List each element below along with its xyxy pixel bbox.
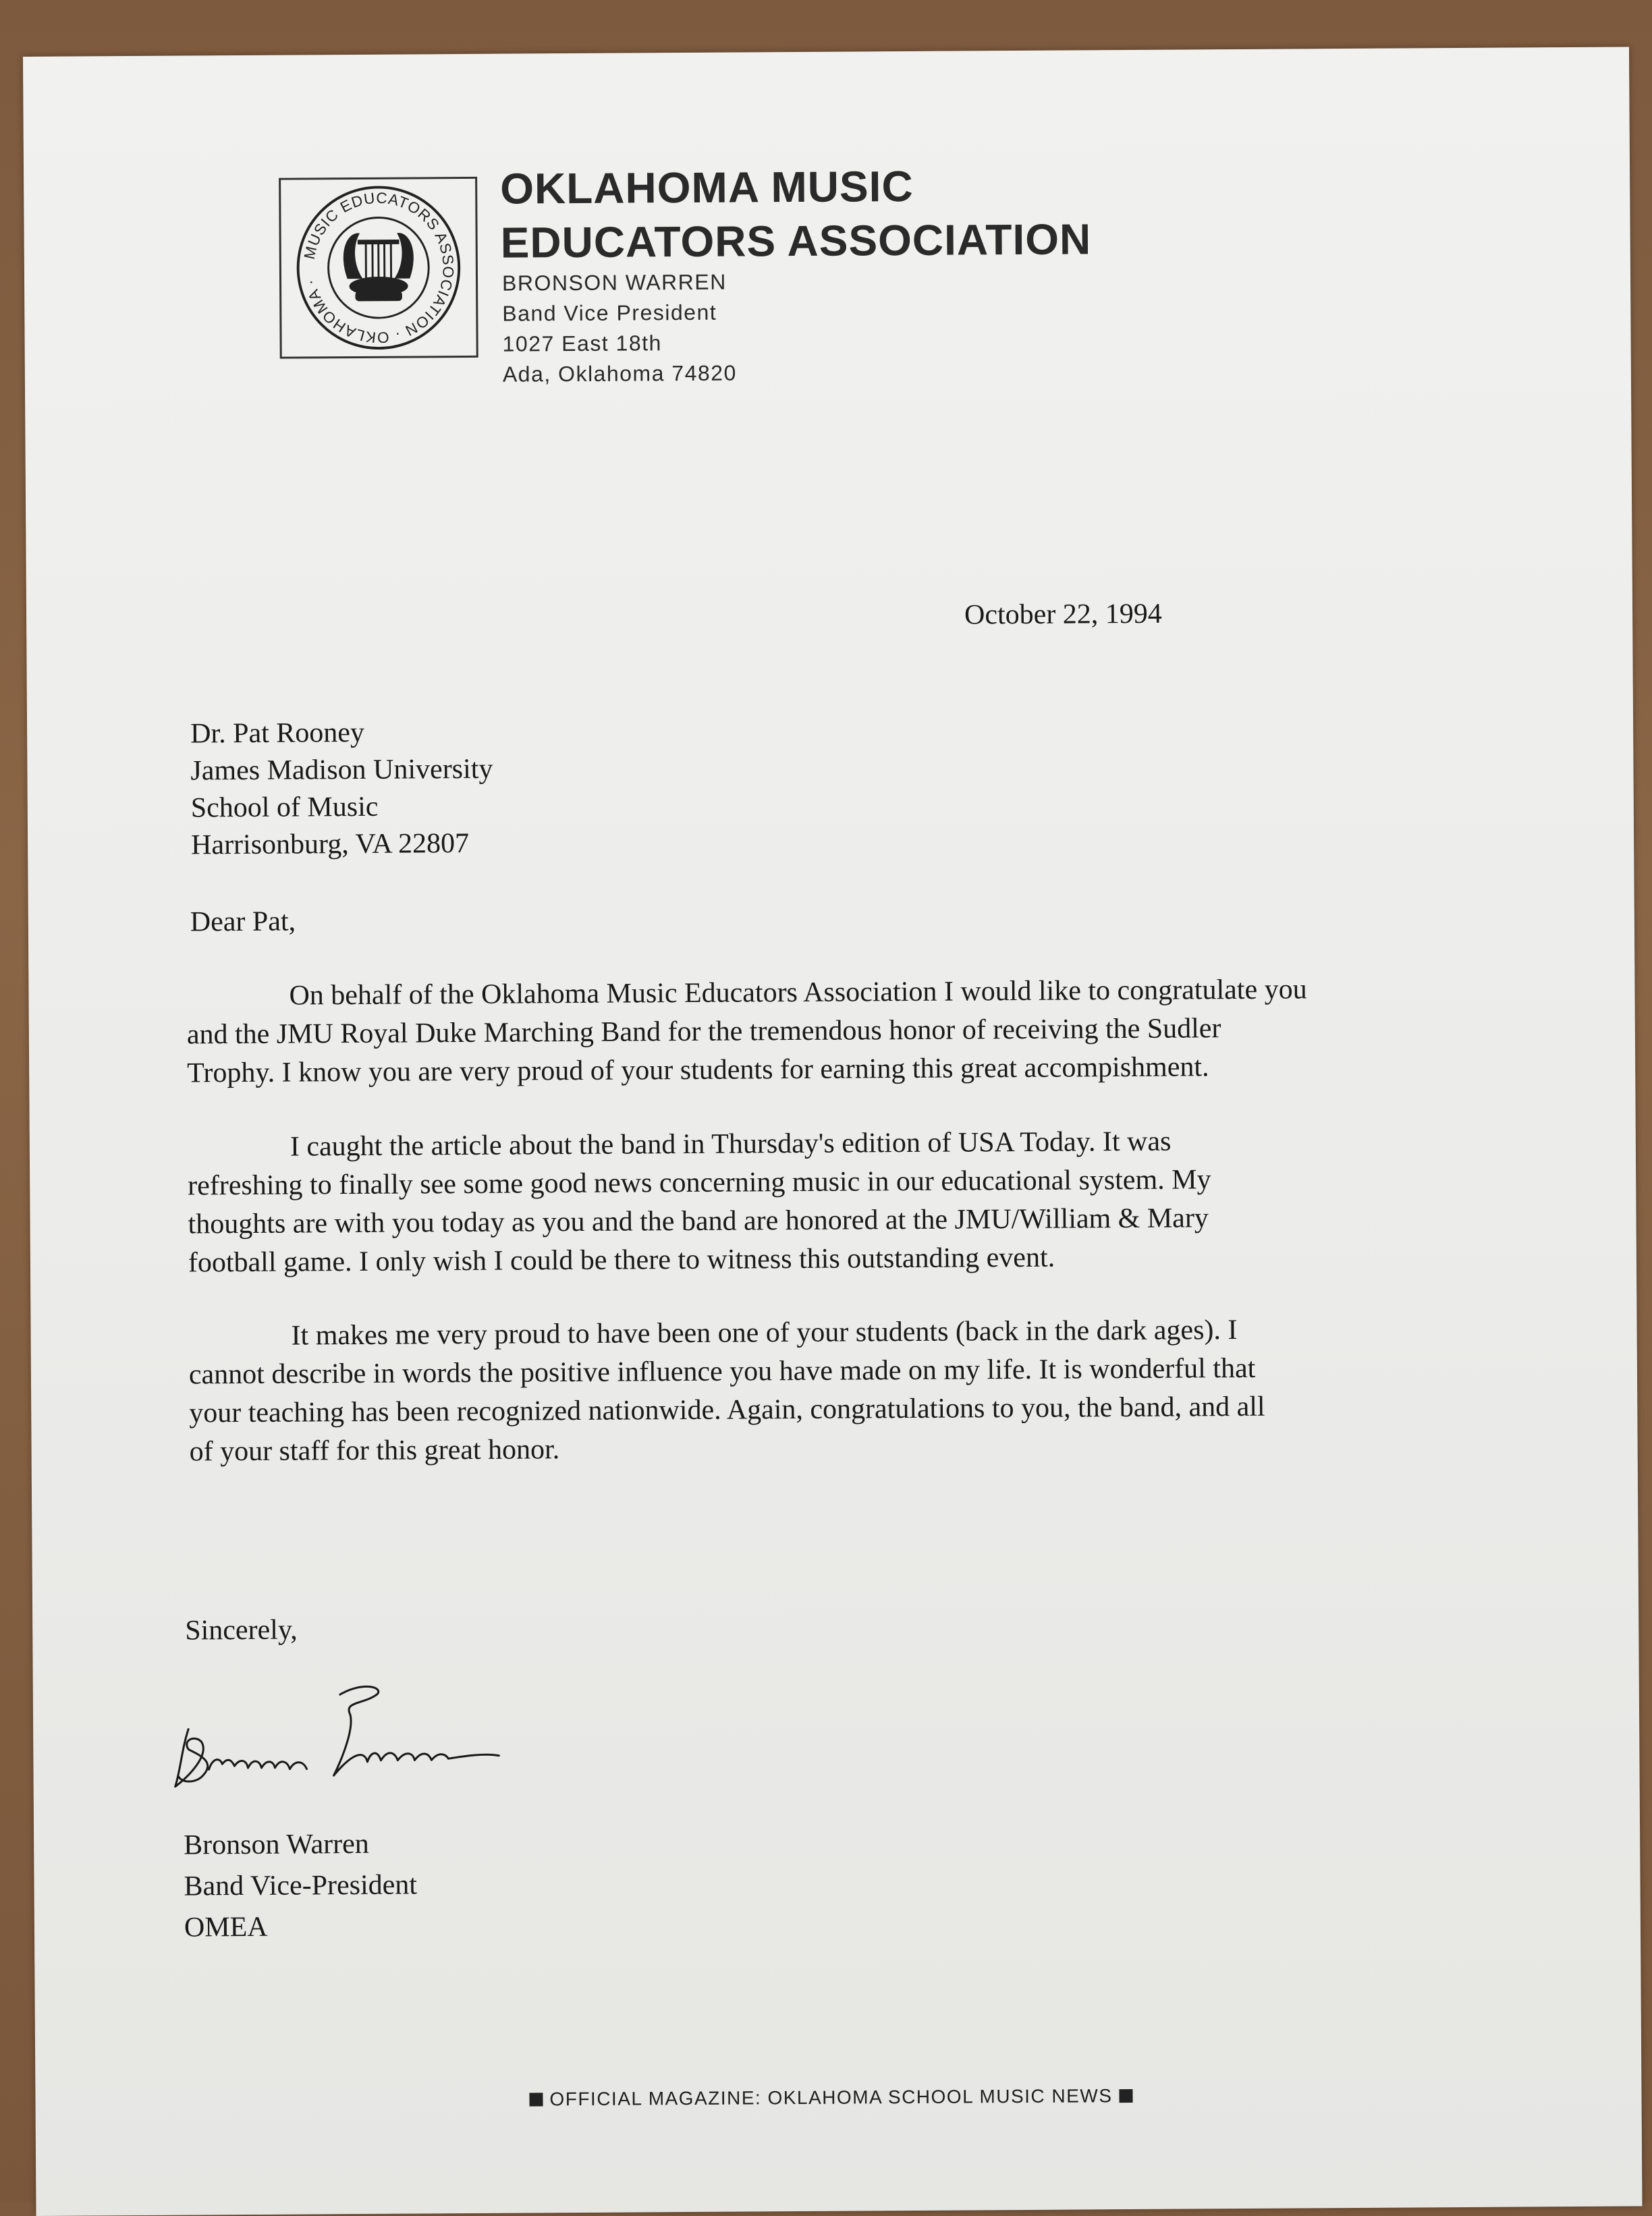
paragraph-line: It makes me very proud to have been one of your students (back in the dark ages). I: [188, 1311, 1265, 1356]
seal-ring-text: MUSIC EDUCATORS ASSOCIATION · OKLAHOMA ·: [300, 189, 458, 347]
footer-magazine-line: [522, 2085, 1139, 2111]
signer-title: Band Vice-President: [184, 1864, 417, 1907]
signer-organization: OMEA: [184, 1906, 418, 1948]
paragraph-line: cannot describe in words the positive influence you have made on my life. It is wonderful that: [189, 1350, 1265, 1395]
signer-name: Bronson Warren: [184, 1823, 417, 1866]
paragraph-line: your teaching has been recognized nationwide. Again, congratulations to you, the band, and all: [189, 1388, 1265, 1433]
letter-page: [23, 47, 1643, 2215]
paragraph-line: I caught the article about the band in Thursday's edition of USA Today. It was: [188, 1122, 1211, 1167]
recipient-department: School of Music: [191, 788, 493, 827]
body-paragraph: [186, 970, 1307, 1092]
address-street: 1027 East 18th: [502, 328, 736, 360]
signer-block: [184, 1823, 418, 1948]
square-bullet-icon: [1119, 2089, 1132, 2103]
organization-name-line1: OKLAHOMA MUSIC: [500, 158, 1091, 215]
recipient-institution: James Madison University: [190, 751, 493, 790]
paragraph-line: football game. I only wish I could be there to witness this outstanding event.: [188, 1238, 1212, 1282]
body-paragraph: [188, 1311, 1265, 1472]
recipient-address-block: [190, 714, 493, 864]
letter-date: October 22, 1994: [964, 598, 1162, 632]
letterhead-officer-block: [502, 267, 737, 390]
recipient-name: Dr. Pat Rooney: [190, 714, 493, 753]
paragraph-line: Trophy. I know you are very proud of your students for earning this great accompishment.: [187, 1047, 1307, 1092]
paragraph-line: and the JMU Royal Duke Marching Band for the tremendous honor of receiving the Sudler: [187, 1009, 1307, 1054]
officer-name: BRONSON WARREN: [502, 267, 736, 299]
closing: Sincerely,: [185, 1614, 298, 1647]
handwritten-signature: [161, 1673, 580, 1804]
association-seal-logo: [279, 177, 478, 359]
body-paragraph: [188, 1122, 1212, 1282]
address-city: Ada, Oklahoma 74820: [503, 358, 737, 390]
paragraph-line: On behalf of the Oklahoma Music Educators Association I would like to congratulate you: [186, 970, 1306, 1016]
lyre-icon: [343, 233, 414, 301]
paragraph-line: thoughts are with you today as you and the band are honored at the JMU/William & Mary: [188, 1199, 1211, 1244]
footer-text: OFFICIAL MAGAZINE: OKLAHOMA SCHOOL MUSIC NEWS: [549, 2085, 1112, 2109]
square-bullet-icon: [529, 2093, 543, 2106]
paragraph-line: refreshing to finally see some good news concerning music in our educational system. My: [188, 1161, 1211, 1205]
recipient-city-state-zip: Harrisonburg, VA 22807: [191, 825, 493, 864]
organization-name-line2: EDUCATORS ASSOCIATION: [500, 212, 1091, 269]
organization-name: [500, 158, 1092, 269]
officer-title: Band Vice President: [502, 298, 736, 329]
paragraph-line: of your staff for this great honor.: [189, 1426, 1265, 1472]
salutation: Dear Pat,: [190, 906, 296, 939]
